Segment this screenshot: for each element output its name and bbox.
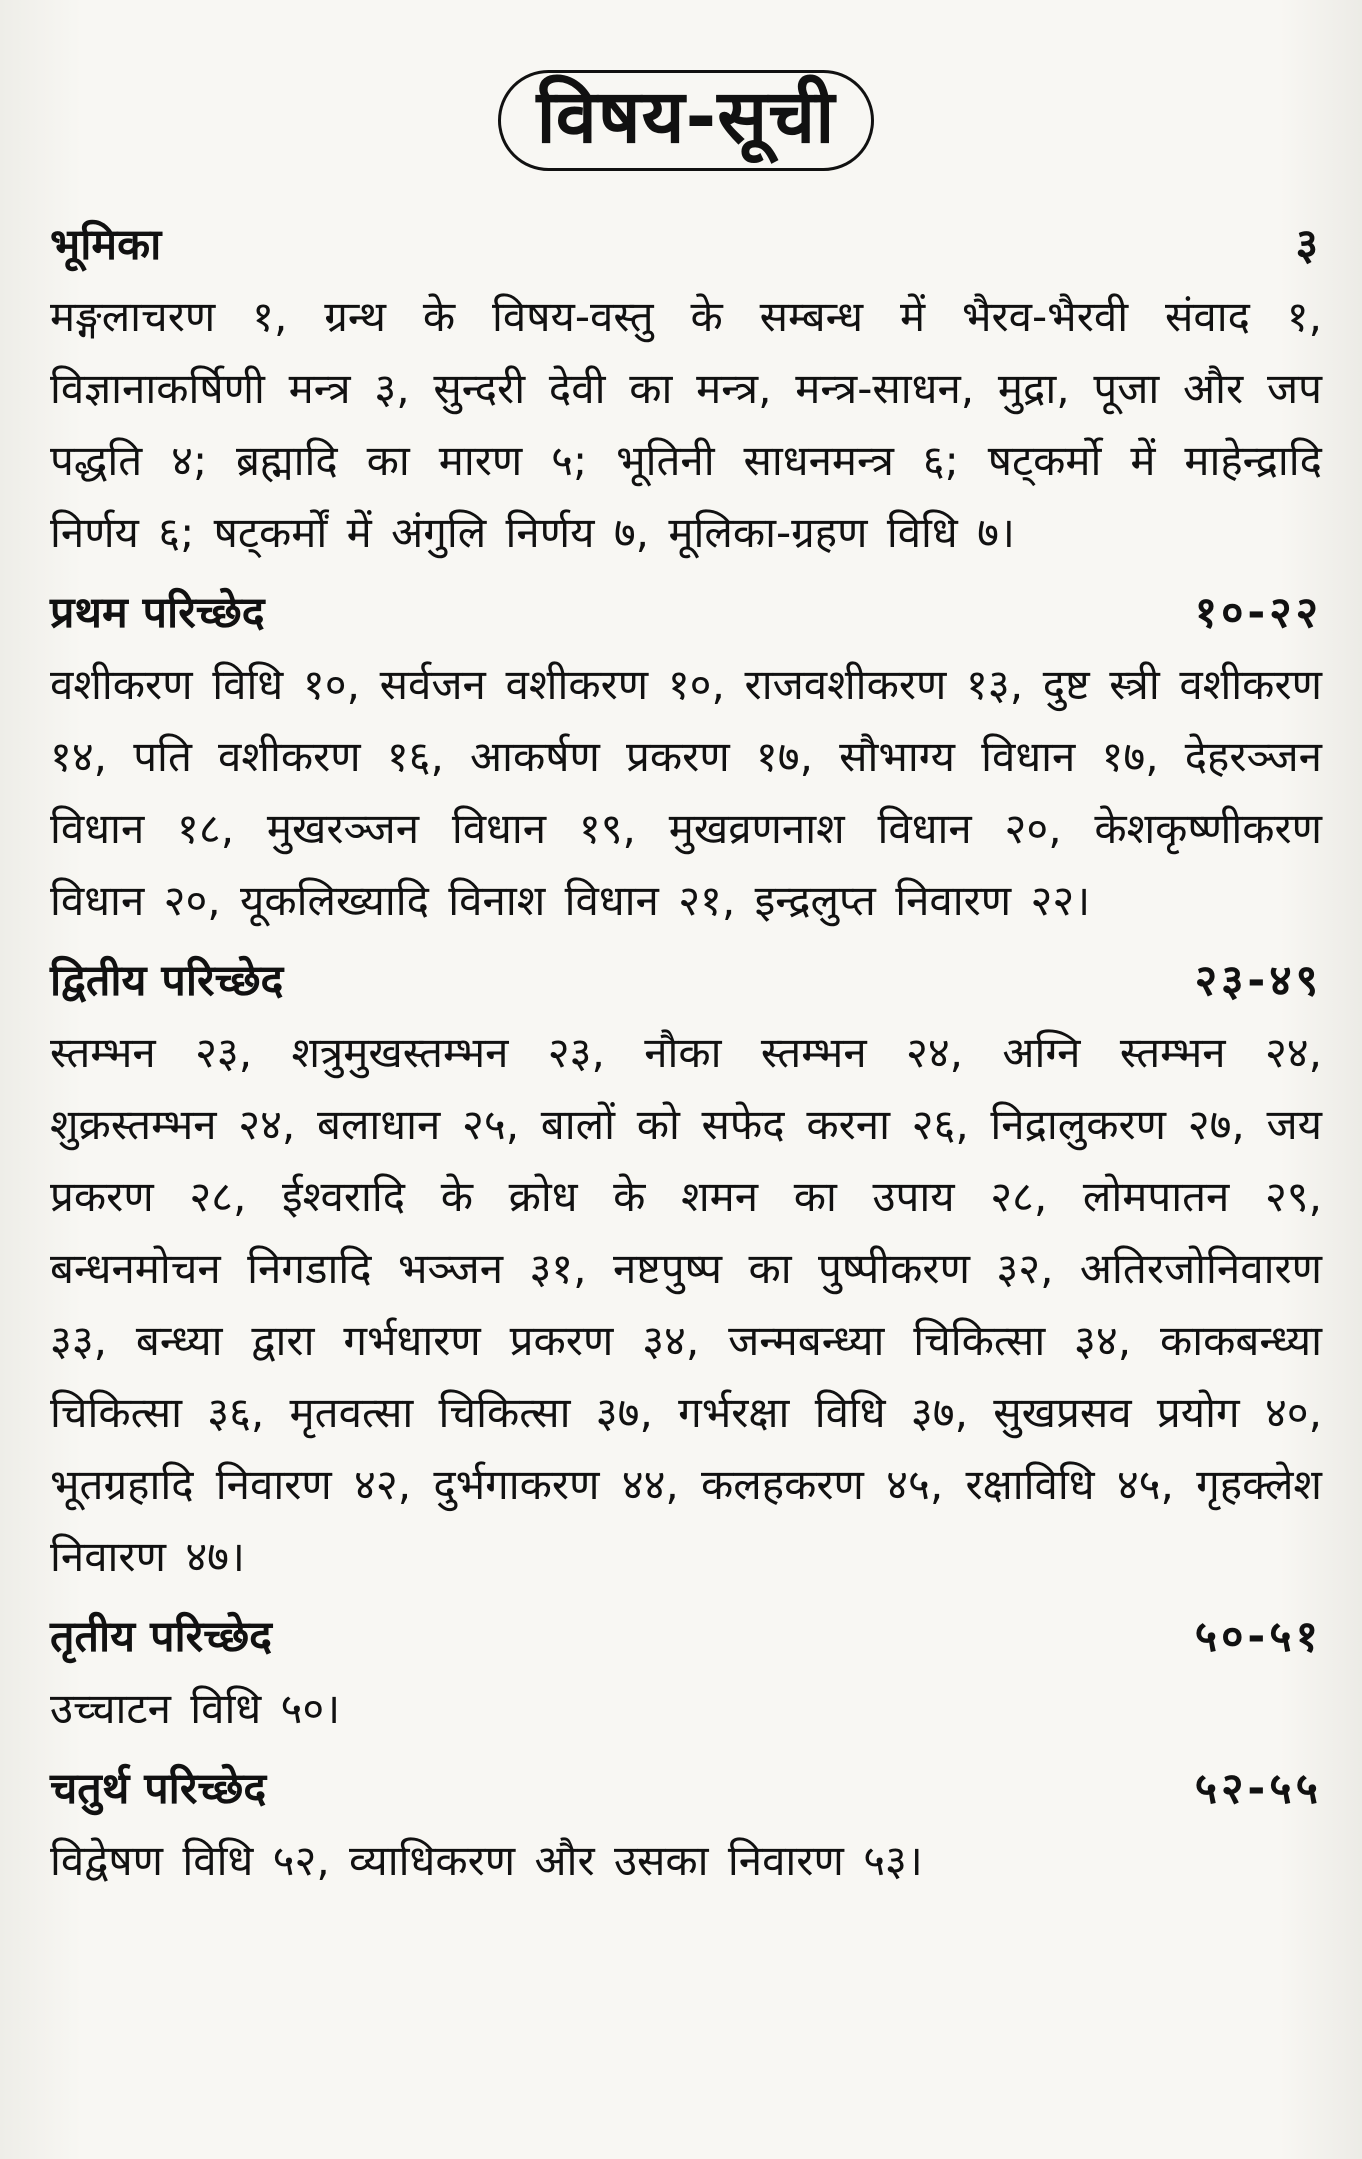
toc-section-tritiya	[50, 1601, 1322, 1745]
section-heading-row	[50, 1753, 1322, 1825]
section-heading: तृतीय परिच्छेद	[50, 1612, 273, 1663]
section-page-range: १०-२२	[1194, 588, 1322, 639]
section-page-range: २३-४९	[1194, 956, 1322, 1007]
section-content: मङ्गलाचरण १, ग्रन्थ के विषय-वस्तु के सम्बन्ध में भैरव-भैरवी संवाद १, विज्ञानाकर्षिणी मन्त्र ३, सुन्दरी देवी का मन्त्र, मन्त्र-साधन, मुद्रा, पूजा और जप पद्धति ४; ब्रह्मादि का मारण ५; भूतिनी साधनमन्त्र ६; षट्कर्मो में माहेन्द्रादि निर्णय ६; षट्कर्मों में अंगुलि निर्णय ७, मूलिका-ग्रहण विधि ७।	[50, 292, 1322, 558]
section-heading-row	[50, 577, 1322, 649]
section-page-range: ३	[1295, 220, 1322, 271]
section-page-range: ५०-५१	[1194, 1612, 1322, 1663]
section-heading: द्वितीय परिच्छेद	[50, 956, 284, 1007]
toc-section-chaturth	[50, 1753, 1322, 1897]
section-page-range: ५२-५५	[1194, 1764, 1322, 1815]
page-title: विषय-सूची	[498, 70, 875, 171]
section-heading-row	[50, 209, 1322, 281]
toc-section-dwitiya	[50, 945, 1322, 1593]
section-heading: चतुर्थ परिच्छेद	[50, 1764, 267, 1815]
title-container	[50, 70, 1322, 171]
section-heading-row	[50, 945, 1322, 1017]
toc-section-bhumika	[50, 209, 1322, 569]
section-heading: प्रथम परिच्छेद	[50, 588, 265, 639]
section-content: स्तम्भन २३, शत्रुमुखस्तम्भन २३, नौका स्तम्भन २४, अग्नि स्तम्भन २४, शुक्रस्तम्भन २४, बलाधान २५, बालों को सफेद करना २६, निद्रालुकरण २७, जय प्रकरण २८, ईश्वरादि के क्रोध के शमन का उपाय २८, लोमपातन २९, बन्धनमोचन निगडादि भञ्जन ३१, नष्टपुष्प का पुष्पीकरण ३२, अतिरजोनिवारण ३३, बन्ध्या द्वारा गर्भधारण प्रकरण ३४, जन्मबन्ध्या चिकित्सा ३४, काकबन्ध्या चिकित्सा ३६, मृतवत्सा चिकित्सा ३७, गर्भरक्षा विधि ३७, सुखप्रसव प्रयोग ४०, भूतग्रहादि निवारण ४२, दुर्भगाकरण ४४, कलहकरण ४५, रक्षाविधि ४५, गृहक्लेश निवारण ४७।	[50, 1028, 1322, 1582]
section-content: वशीकरण विधि १०, सर्वजन वशीकरण १०, राजवशीकरण १३, दुष्ट स्त्री वशीकरण १४, पति वशीकरण १६, आकर्षण प्रकरण १७, सौभाग्य विधान १७, देहरञ्जन विधान १८, मुखरञ्जन विधान १९, मुखव्रणनाश विधान २०, केशकृष्णीकरण विधान २०, यूकलिख्यादि विनाश विधान २१, इन्द्रलुप्त निवारण २२।	[50, 660, 1322, 926]
section-heading-row	[50, 1601, 1322, 1673]
section-heading: भूमिका	[50, 220, 162, 271]
section-content: विद्वेषण विधि ५२, व्याधिकरण और उसका निवारण ५३।	[50, 1836, 923, 1886]
toc-section-pratham	[50, 577, 1322, 937]
section-content: उच्चाटन विधि ५०।	[50, 1684, 341, 1734]
